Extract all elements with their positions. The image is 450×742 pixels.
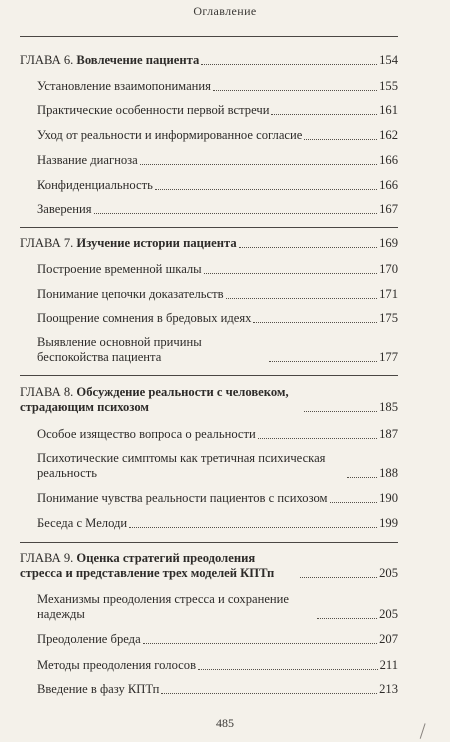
page-number: 171 bbox=[379, 287, 398, 301]
chapter-number: ГЛАВА 7. bbox=[20, 236, 74, 250]
leader-dots bbox=[317, 618, 377, 619]
page-number: 205 bbox=[379, 607, 398, 621]
leader-dots bbox=[269, 361, 377, 362]
section-title: Понимание чувства реальности пациентов с психозом bbox=[37, 491, 328, 505]
page-number: 170 bbox=[379, 262, 398, 276]
toc-section[interactable] bbox=[37, 682, 398, 697]
leader-dots bbox=[258, 438, 377, 439]
page-number: 211 bbox=[379, 658, 398, 672]
section-title: Введение в фазу КПТп bbox=[37, 682, 160, 696]
toc-section[interactable] bbox=[37, 153, 398, 168]
page-number: 167 bbox=[379, 202, 398, 216]
page-number: 190 bbox=[379, 491, 398, 505]
toc-section[interactable] bbox=[37, 202, 398, 217]
chapter-number: ГЛАВА 9. bbox=[20, 551, 74, 565]
section-title: Поощрение сомнения в бредовых идеях bbox=[37, 311, 252, 325]
leader-dots bbox=[204, 273, 377, 274]
section-title: Название диагноза bbox=[37, 153, 138, 167]
leader-dots bbox=[213, 90, 377, 91]
section-title: Выявление основной причины беспокойства пациента bbox=[37, 335, 202, 364]
leader-dots bbox=[129, 527, 377, 528]
leader-dots bbox=[140, 164, 377, 165]
page-number: 161 bbox=[379, 103, 398, 117]
chapter-title: Вовлечение пациента bbox=[76, 53, 200, 67]
chapter-title: Оценка стратегий преодоления стресса и представление трех моделей КПТп bbox=[20, 551, 275, 580]
toc-section[interactable] bbox=[37, 335, 398, 365]
toc-section[interactable] bbox=[37, 592, 398, 622]
section-title: Заверения bbox=[37, 202, 92, 216]
leader-dots bbox=[226, 298, 378, 299]
leader-dots bbox=[300, 577, 377, 578]
toc-chapter-7[interactable] bbox=[20, 236, 398, 251]
chapter-separator bbox=[20, 542, 398, 543]
toc-section[interactable] bbox=[37, 451, 398, 481]
leader-dots bbox=[201, 64, 377, 65]
section-title: Методы преодоления голосов bbox=[37, 658, 197, 672]
toc-section[interactable] bbox=[37, 103, 398, 118]
toc-section[interactable] bbox=[37, 516, 398, 531]
leader-dots bbox=[143, 643, 377, 644]
chapter-title: Изучение истории пациента bbox=[76, 236, 237, 250]
toc-section[interactable] bbox=[37, 262, 398, 277]
page-number: 205 bbox=[379, 566, 398, 580]
chapter-number: ГЛАВА 8. bbox=[20, 385, 74, 399]
toc-section[interactable] bbox=[37, 491, 398, 506]
toc-chapter-6[interactable] bbox=[20, 53, 398, 68]
page-number: 166 bbox=[379, 178, 398, 192]
toc-section[interactable] bbox=[37, 287, 398, 302]
toc-section[interactable] bbox=[37, 427, 398, 442]
toc-chapter-8[interactable] bbox=[20, 385, 398, 415]
leader-dots bbox=[161, 693, 377, 694]
page-number: 177 bbox=[379, 350, 398, 364]
section-title: Установление взаимопонимания bbox=[37, 79, 211, 93]
toc-section[interactable] bbox=[37, 311, 398, 326]
page-number: 199 bbox=[379, 516, 398, 530]
chapter-separator bbox=[20, 375, 398, 376]
chapter-number: ГЛАВА 6. bbox=[20, 53, 74, 67]
leader-dots bbox=[198, 669, 378, 670]
section-title: Понимание цепочки доказательств bbox=[37, 287, 224, 301]
folio-page-number: 485 bbox=[216, 716, 234, 730]
toc-section[interactable] bbox=[37, 632, 398, 647]
page-number: 187 bbox=[379, 427, 398, 441]
section-title: Психотические симптомы как третичная психическая реальность bbox=[37, 451, 326, 480]
toc-section[interactable] bbox=[37, 128, 398, 143]
chapter-title: Обсуждение реальности с человеком, страдающим психозом bbox=[20, 385, 289, 414]
leader-dots bbox=[271, 114, 377, 115]
page-number: 207 bbox=[379, 632, 398, 646]
section-title: Построение временной шкалы bbox=[37, 262, 202, 276]
section-title: Преодоление бреда bbox=[37, 632, 141, 646]
section-title: Беседа с Мелоди bbox=[37, 516, 128, 530]
page-number: 162 bbox=[379, 128, 398, 142]
toc-section[interactable] bbox=[37, 658, 398, 673]
page-number: 155 bbox=[379, 79, 398, 93]
toc-section[interactable] bbox=[37, 79, 398, 94]
section-title: Механизмы преодоления стресса и сохранение надежды bbox=[37, 592, 289, 621]
leader-dots bbox=[239, 247, 377, 248]
leader-dots bbox=[155, 189, 377, 190]
page-number: 188 bbox=[379, 466, 398, 480]
running-head: Оглавление bbox=[193, 4, 257, 18]
page-number: 169 bbox=[379, 236, 398, 250]
section-title: Уход от реальности и информированное согласие bbox=[37, 128, 303, 142]
leader-dots bbox=[253, 322, 377, 323]
section-title: Конфиденциальность bbox=[37, 178, 153, 192]
leader-dots bbox=[347, 477, 377, 478]
leader-dots bbox=[94, 213, 378, 214]
toc-chapter-9[interactable] bbox=[20, 551, 398, 581]
page-number: 185 bbox=[379, 400, 398, 414]
page-number: 166 bbox=[379, 153, 398, 167]
page-number: 175 bbox=[379, 311, 398, 325]
section-title: Особое изящество вопроса о реальности bbox=[37, 427, 256, 441]
page-number: 154 bbox=[379, 53, 398, 67]
page-number: 213 bbox=[379, 682, 398, 696]
leader-dots bbox=[330, 502, 378, 503]
section-title: Практические особенности первой встречи bbox=[37, 103, 270, 117]
leader-dots bbox=[304, 139, 377, 140]
leader-dots bbox=[304, 411, 377, 412]
toc-section[interactable] bbox=[37, 178, 398, 193]
chapter-separator bbox=[20, 227, 398, 228]
